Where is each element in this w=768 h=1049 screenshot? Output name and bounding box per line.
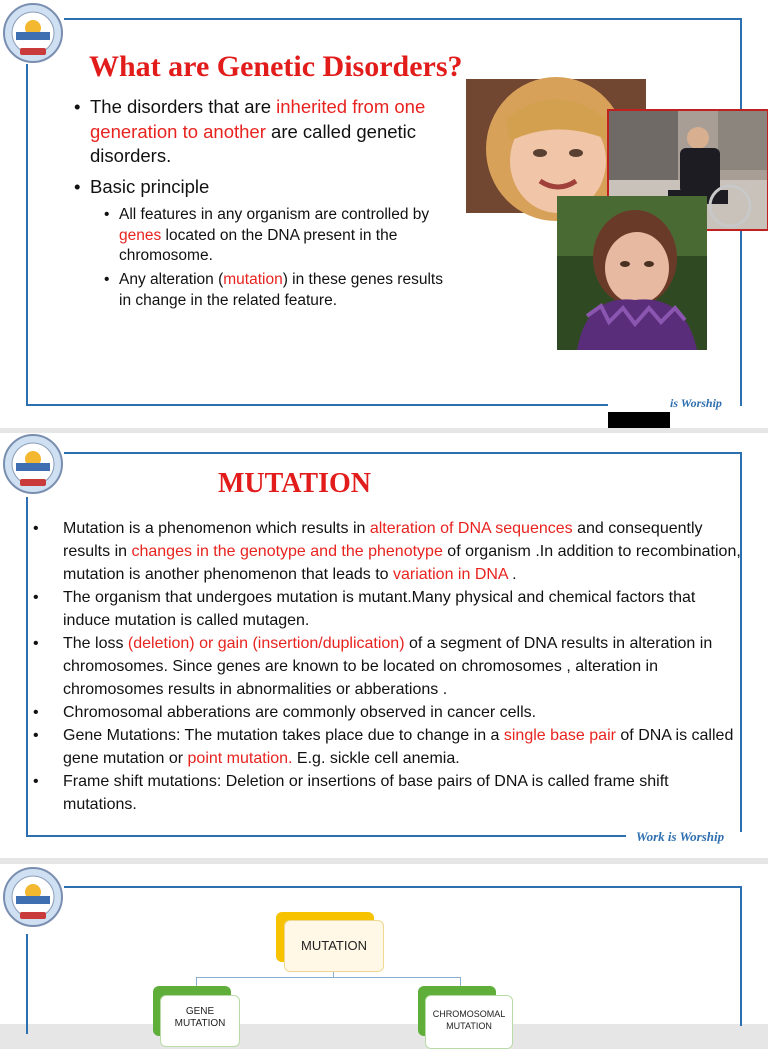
footer-motto: is Worship: [670, 396, 722, 410]
mutation-bullet-item: [33, 517, 743, 586]
frame-right-border: [740, 886, 742, 1026]
mutation-bullet-item: [33, 701, 743, 724]
gene-mutation-box: GENE MUTATION: [160, 995, 240, 1047]
bullet-text: All features in any organism are controlled by: [119, 206, 430, 223]
bullet-highlight: mutation: [223, 271, 283, 288]
black-block: [608, 412, 670, 428]
subbullet-genes: [104, 205, 439, 267]
bullet-text: The organism that undergoes mutation is mutant.Many physical and chemical factors that induce mutation is called mutagen.: [63, 589, 696, 629]
mutation-bullet-list: [33, 517, 743, 816]
bullet-dot: •: [74, 96, 81, 117]
connector-line: [196, 977, 460, 978]
bullet-text: of DNA is called gene mutation or: [63, 727, 734, 767]
frame-top-border: [64, 18, 742, 20]
bullet-text: are called genetic disorders.: [90, 120, 417, 166]
subbullet-mutation: [104, 270, 449, 311]
bullet-text: Chromosomal abberations are commonly observed in cancer cells.: [63, 704, 537, 721]
bullet-highlight: alteration of DNA sequences: [369, 520, 573, 537]
bullet-text: .: [507, 566, 517, 583]
bullet-highlight: point mutation.: [187, 750, 293, 767]
footer-motto: Work is Worship: [636, 829, 725, 844]
school-logo: [2, 433, 64, 495]
bullet-text: The loss: [63, 635, 128, 652]
bullet-dot: •: [33, 520, 39, 537]
bullet-inherited: [74, 95, 450, 169]
bullet-dot: •: [74, 176, 81, 197]
bullet-text: Basic principle: [90, 176, 210, 197]
bullet-dot: •: [33, 589, 39, 606]
slide-mutation: [0, 433, 768, 858]
bullet-highlight: single base pair: [503, 727, 616, 744]
frame-left-border: [26, 64, 28, 406]
bullet-highlight: inherited from one generation to another: [90, 96, 426, 142]
bullet-highlight: genes: [119, 226, 162, 244]
frame-bottom-border: [26, 835, 626, 837]
photo-girl-fur-coat: [557, 196, 707, 350]
school-logo: [2, 2, 64, 64]
slide-mutation-diagram: [0, 864, 768, 1031]
mutation-bullet-item: [33, 632, 743, 701]
bullet-text: The disorders that are: [90, 96, 277, 117]
bullet-dot: •: [104, 206, 110, 223]
bullet-text: and consequently results in: [63, 520, 703, 560]
bullet-dot: •: [33, 635, 39, 652]
bullet-text: ) in these genes results in change in the related feature.: [119, 271, 443, 309]
bullet-text: Mutation is a phenomenon which results in: [63, 520, 370, 537]
bullet-text: E.g. sickle cell anemia.: [292, 750, 460, 767]
bullet-highlight: (deletion) or gain (insertion/duplication): [127, 635, 405, 652]
frame-left-border: [26, 934, 28, 1034]
mutation-bullet-item: [33, 724, 743, 770]
bullet-text: Gene Mutations: The mutation takes place due to change in a: [63, 727, 504, 744]
frame-top-border: [64, 886, 742, 888]
bullet-highlight: variation in DNA: [393, 566, 508, 583]
frame-top-border: [64, 452, 742, 454]
bullet-text: Any alteration (: [119, 271, 224, 288]
slide-title: What are Genetic Disorders?: [89, 50, 463, 83]
bullet-dot: •: [33, 704, 39, 721]
chromosomal-mutation-box: CHROMOSOMAL MUTATION: [425, 995, 513, 1049]
bullet-text: Frame shift mutations: Deletion or insertions of base pairs of DNA is called frame shift mutations.: [63, 773, 669, 813]
bullet-dot: •: [33, 727, 39, 744]
bullet-text: of a segment of DNA results in alteration in chromosomes. Since genes are known to be located on chromosomes , alteration in chromosomes results in abnormalities or abberations .: [63, 635, 713, 698]
bullet-text: located on the DNA present in the chromosome.: [119, 226, 398, 264]
mutation-bullet-item: [33, 586, 743, 632]
bullet-dot: •: [104, 271, 110, 288]
slide-title: MUTATION: [218, 468, 371, 499]
mutation-bullet-item: [33, 770, 743, 816]
frame-bottom-border: [26, 404, 608, 406]
school-logo: [2, 866, 64, 928]
mutation-box: MUTATION: [284, 920, 384, 972]
bullet-text: of organism .In addition to recombination, mutation is another phenomenon that leads to: [63, 543, 741, 583]
slide-genetic-disorders: [0, 0, 768, 428]
bullet-dot: •: [33, 773, 39, 790]
frame-left-border: [26, 497, 28, 837]
bullet-highlight: changes in the genotype and the phenotype: [131, 543, 443, 560]
bullet-basic-principle: [74, 176, 210, 198]
